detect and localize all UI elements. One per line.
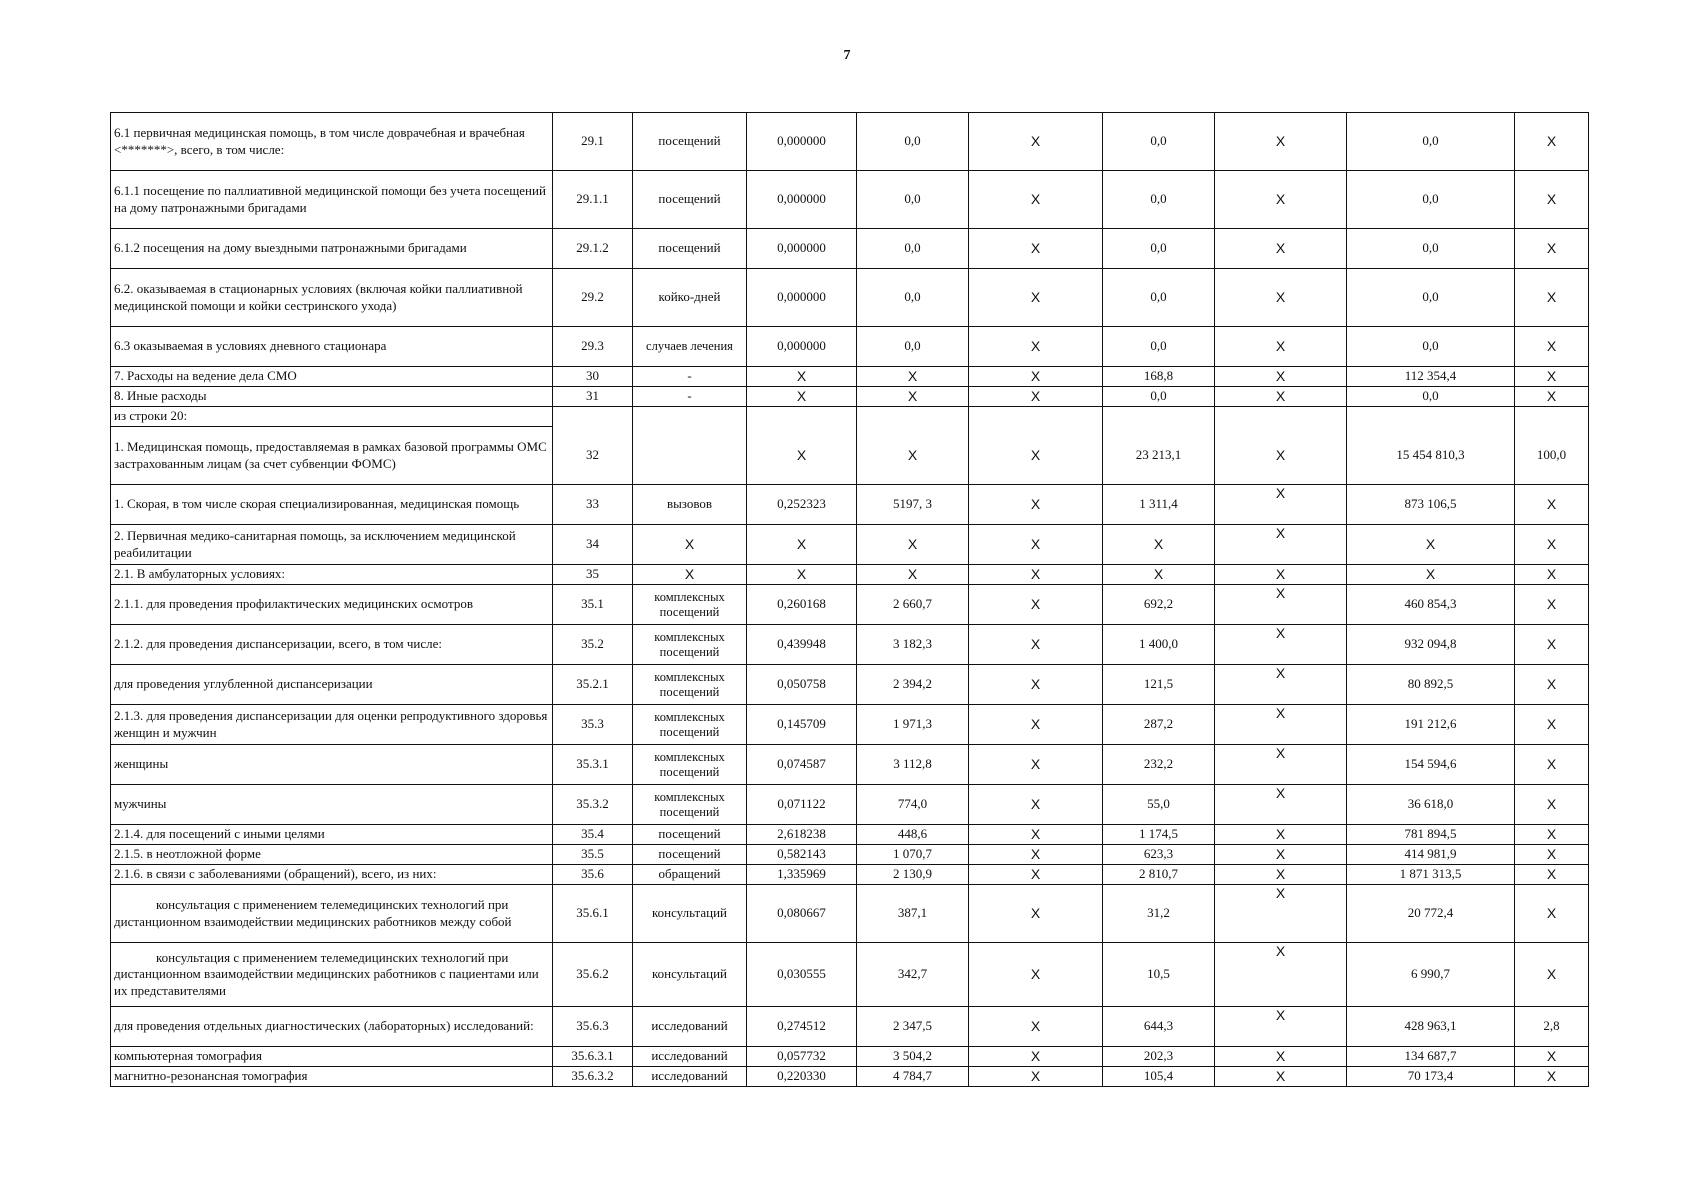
row-unit: исследований: [633, 1007, 747, 1047]
row-col5: 3 182,3: [857, 625, 969, 665]
row-col4: 0,000000: [747, 327, 857, 367]
row-col4: 0,260168: [747, 585, 857, 625]
row-col5: 4 784,7: [857, 1067, 969, 1087]
row-col7: 202,3: [1103, 1047, 1215, 1067]
row-col4: 0,080667: [747, 885, 857, 943]
row-unit: комплексных посещений: [633, 705, 747, 745]
row-col5: 342,7: [857, 943, 969, 1007]
table-row: [111, 745, 1589, 785]
row-col4: 0,050758: [747, 665, 857, 705]
row-col4: 0,057732: [747, 1047, 857, 1067]
row-col10: X: [1515, 585, 1589, 625]
row-col8: X: [1215, 427, 1347, 485]
row-col9: 112 354,4: [1347, 367, 1515, 387]
row-name: 8. Иные расходы: [111, 387, 553, 407]
row-col8: X: [1215, 625, 1347, 665]
row-name: 7. Расходы на ведение дела СМО: [111, 367, 553, 387]
row-col9: 20 772,4: [1347, 885, 1515, 943]
row-code: 32: [553, 427, 633, 485]
row-code: 35.6.3.2: [553, 1067, 633, 1087]
row-col10: X: [1515, 665, 1589, 705]
row-code: 35.6.1: [553, 885, 633, 943]
row-unit: посещений: [633, 171, 747, 229]
row-col8: X: [1215, 585, 1347, 625]
row-col5: 1 070,7: [857, 845, 969, 865]
row-col9: 0,0: [1347, 327, 1515, 367]
row-col7: 1 174,5: [1103, 825, 1215, 845]
row-col5: 0,0: [857, 327, 969, 367]
row-name: 2.1.5. в неотложной форме: [111, 845, 553, 865]
row-col7: 1 311,4: [1103, 485, 1215, 525]
row-col9: X: [1347, 525, 1515, 565]
row-name: 6.2. оказываемая в стационарных условиях (включая койки паллиативной медицинской помощи и койки сестринского ухода): [111, 269, 553, 327]
row-name: 2.1.2. для проведения диспансеризации, всего, в том числе:: [111, 625, 553, 665]
row-col6: X: [969, 1067, 1103, 1087]
row-unit: -: [633, 387, 747, 407]
row-col4: 0,274512: [747, 1007, 857, 1047]
page-number: 7: [843, 48, 851, 63]
row-col8: X: [1215, 1047, 1347, 1067]
row-name: 6.3 оказываемая в условиях дневного стационара: [111, 327, 553, 367]
row-col5: [857, 407, 969, 427]
row-code: 31: [553, 387, 633, 407]
table-row: [111, 427, 1589, 485]
row-code: 29.3: [553, 327, 633, 367]
table-row: [111, 565, 1589, 585]
row-code: 29.1.2: [553, 229, 633, 269]
row-col7: 1 400,0: [1103, 625, 1215, 665]
row-unit: комплексных посещений: [633, 585, 747, 625]
row-name: для проведения углубленной диспансеризации: [111, 665, 553, 705]
row-col4: 0,220330: [747, 1067, 857, 1087]
row-col10: [1515, 407, 1589, 427]
row-unit: посещений: [633, 113, 747, 171]
table-row: [111, 269, 1589, 327]
row-col10: X: [1515, 845, 1589, 865]
row-code: 29.2: [553, 269, 633, 327]
table-row: [111, 367, 1589, 387]
row-col4: 0,030555: [747, 943, 857, 1007]
row-col6: X: [969, 229, 1103, 269]
row-col5: 0,0: [857, 113, 969, 171]
row-col9: 1 871 313,5: [1347, 865, 1515, 885]
row-col5: X: [857, 525, 969, 565]
row-col10: X: [1515, 229, 1589, 269]
row-col6: [969, 407, 1103, 427]
row-code: 35.1: [553, 585, 633, 625]
row-col6: X: [969, 825, 1103, 845]
row-col8: X: [1215, 745, 1347, 785]
row-name: 2.1. В амбулаторных условиях:: [111, 565, 553, 585]
row-unit: комплексных посещений: [633, 625, 747, 665]
row-col8: X: [1215, 1067, 1347, 1087]
row-col4: X: [747, 525, 857, 565]
row-name: 6.1.2 посещения на дому выездными патронажными бригадами: [111, 229, 553, 269]
table-row: [111, 1007, 1589, 1047]
row-col7: 105,4: [1103, 1067, 1215, 1087]
row-col4: 0,074587: [747, 745, 857, 785]
row-col7: 232,2: [1103, 745, 1215, 785]
row-name: 1. Скорая, в том числе скорая специализированная, медицинская помощь: [111, 485, 553, 525]
row-unit: комплексных посещений: [633, 665, 747, 705]
row-col9: 0,0: [1347, 229, 1515, 269]
row-name: консультация с применением телемедицинских технологий при дистанционном взаимодействии медицинских работников между собой: [111, 885, 553, 943]
row-col5: X: [857, 367, 969, 387]
row-col8: X: [1215, 171, 1347, 229]
row-col10: X: [1515, 113, 1589, 171]
row-col7: 0,0: [1103, 387, 1215, 407]
row-name: 6.1 первичная медицинская помощь, в том числе доврачебная и врачебная <*******>, всего, в том числе:: [111, 113, 553, 171]
row-col5: 2 660,7: [857, 585, 969, 625]
row-name: консультация с применением телемедицинских технологий при дистанционном взаимодействии медицинских работников с пациентами или их представителями: [111, 943, 553, 1007]
row-code: 35.3.2: [553, 785, 633, 825]
row-col7: 55,0: [1103, 785, 1215, 825]
row-col7: 23 213,1: [1103, 427, 1215, 485]
row-col10: X: [1515, 327, 1589, 367]
row-col9: 460 854,3: [1347, 585, 1515, 625]
row-col7: 0,0: [1103, 113, 1215, 171]
row-col10: X: [1515, 625, 1589, 665]
table-row: [111, 665, 1589, 705]
row-col5: X: [857, 387, 969, 407]
row-col8: X: [1215, 113, 1347, 171]
row-col6: X: [969, 785, 1103, 825]
row-unit: -: [633, 367, 747, 387]
row-col7: 10,5: [1103, 943, 1215, 1007]
row-col8: X: [1215, 327, 1347, 367]
row-col10: X: [1515, 885, 1589, 943]
row-code: 35.2: [553, 625, 633, 665]
row-col7: 0,0: [1103, 269, 1215, 327]
row-col9: 191 212,6: [1347, 705, 1515, 745]
row-col9: 0,0: [1347, 113, 1515, 171]
row-col5: 0,0: [857, 269, 969, 327]
row-col7: 121,5: [1103, 665, 1215, 705]
row-col6: X: [969, 845, 1103, 865]
row-col7: 0,0: [1103, 171, 1215, 229]
row-unit: посещений: [633, 825, 747, 845]
table-row: [111, 113, 1589, 171]
row-name: 2.1.6. в связи с заболеваниями (обращений), всего, из них:: [111, 865, 553, 885]
row-col7: 287,2: [1103, 705, 1215, 745]
row-name: мужчины: [111, 785, 553, 825]
table-body: [111, 113, 1589, 1087]
row-col5: 1 971,3: [857, 705, 969, 745]
row-col7: 623,3: [1103, 845, 1215, 865]
row-code: 35.2.1: [553, 665, 633, 705]
row-col8: X: [1215, 367, 1347, 387]
row-name: 2.1.3. для проведения диспансеризации для оценки репродуктивного здоровья женщин и мужчин: [111, 705, 553, 745]
row-col9: 0,0: [1347, 269, 1515, 327]
table-row: [111, 485, 1589, 525]
row-code: 29.1.1: [553, 171, 633, 229]
row-col5: 5197, 3: [857, 485, 969, 525]
row-code: 29.1: [553, 113, 633, 171]
row-col5: 3 112,8: [857, 745, 969, 785]
table-row: [111, 407, 1589, 427]
row-col6: X: [969, 625, 1103, 665]
row-col8: X: [1215, 943, 1347, 1007]
row-col8: X: [1215, 665, 1347, 705]
table-row: [111, 825, 1589, 845]
row-col10: X: [1515, 485, 1589, 525]
row-col5: 2 347,5: [857, 1007, 969, 1047]
row-col10: X: [1515, 705, 1589, 745]
table-row: [111, 525, 1589, 565]
row-col4: 0,145709: [747, 705, 857, 745]
row-col4: 0,000000: [747, 229, 857, 269]
row-col4: X: [747, 565, 857, 585]
row-col8: X: [1215, 387, 1347, 407]
row-col8: X: [1215, 865, 1347, 885]
row-col6: X: [969, 113, 1103, 171]
row-col5: 387,1: [857, 885, 969, 943]
row-unit: консультаций: [633, 943, 747, 1007]
table-row: [111, 585, 1589, 625]
table-row: [111, 1067, 1589, 1087]
row-unit: исследований: [633, 1047, 747, 1067]
row-col10: X: [1515, 525, 1589, 565]
row-col4: X: [747, 387, 857, 407]
row-col9: 15 454 810,3: [1347, 427, 1515, 485]
row-name: 1. Медицинская помощь, предоставляемая в рамках базовой программы ОМС застрахованным лицам (за счет субвенции ФОМС): [111, 427, 553, 485]
row-col10: X: [1515, 785, 1589, 825]
row-col9: 36 618,0: [1347, 785, 1515, 825]
row-col8: X: [1215, 229, 1347, 269]
row-col9: X: [1347, 565, 1515, 585]
row-col4: X: [747, 367, 857, 387]
row-col10: X: [1515, 865, 1589, 885]
row-col5: X: [857, 565, 969, 585]
row-unit: койко-дней: [633, 269, 747, 327]
row-col8: X: [1215, 1007, 1347, 1047]
row-col5: 2 394,2: [857, 665, 969, 705]
row-code: 34: [553, 525, 633, 565]
row-name: магнитно-резонансная томография: [111, 1067, 553, 1087]
row-col4: X: [747, 427, 857, 485]
row-col7: 168,8: [1103, 367, 1215, 387]
row-col6: X: [969, 525, 1103, 565]
row-unit: вызовов: [633, 485, 747, 525]
row-col9: 781 894,5: [1347, 825, 1515, 845]
row-col4: 0,000000: [747, 269, 857, 327]
row-unit: исследований: [633, 1067, 747, 1087]
row-unit: комплексных посещений: [633, 785, 747, 825]
row-col6: X: [969, 367, 1103, 387]
row-col10: X: [1515, 745, 1589, 785]
row-col6: X: [969, 1007, 1103, 1047]
row-col6: X: [969, 485, 1103, 525]
row-col5: 2 130,9: [857, 865, 969, 885]
row-col6: X: [969, 269, 1103, 327]
row-code: 35.4: [553, 825, 633, 845]
row-col9: 6 990,7: [1347, 943, 1515, 1007]
row-name: 2.1.4. для посещений с иными целями: [111, 825, 553, 845]
row-col6: X: [969, 1047, 1103, 1067]
row-code: 35.3: [553, 705, 633, 745]
row-col6: X: [969, 171, 1103, 229]
row-col4: 0,000000: [747, 113, 857, 171]
row-col10: X: [1515, 1047, 1589, 1067]
row-col8: X: [1215, 525, 1347, 565]
table-row: [111, 171, 1589, 229]
row-code: 35.6.3.1: [553, 1047, 633, 1067]
row-col9: 414 981,9: [1347, 845, 1515, 865]
row-col5: 448,6: [857, 825, 969, 845]
row-col7: 0,0: [1103, 327, 1215, 367]
row-col5: X: [857, 427, 969, 485]
row-col4: 0,252323: [747, 485, 857, 525]
row-col10: 100,0: [1515, 427, 1589, 485]
row-code: 33: [553, 485, 633, 525]
row-col8: X: [1215, 705, 1347, 745]
row-name: женщины: [111, 745, 553, 785]
row-col9: 70 173,4: [1347, 1067, 1515, 1087]
row-unit: посещений: [633, 229, 747, 269]
row-col9: 428 963,1: [1347, 1007, 1515, 1047]
row-col4: [747, 407, 857, 427]
row-col8: X: [1215, 885, 1347, 943]
row-col4: 2,618238: [747, 825, 857, 845]
row-name: для проведения отдельных диагностических (лабораторных) исследований:: [111, 1007, 553, 1047]
row-col6: X: [969, 705, 1103, 745]
row-code: 35.6.3: [553, 1007, 633, 1047]
row-col10: X: [1515, 1067, 1589, 1087]
table-row: [111, 943, 1589, 1007]
row-col9: 134 687,7: [1347, 1047, 1515, 1067]
row-col10: X: [1515, 269, 1589, 327]
row-col8: [1215, 407, 1347, 427]
row-col9: 0,0: [1347, 387, 1515, 407]
row-col10: 2,8: [1515, 1007, 1589, 1047]
row-col4: 0,071122: [747, 785, 857, 825]
row-col6: X: [969, 665, 1103, 705]
row-col5: 0,0: [857, 229, 969, 269]
row-col9: 154 594,6: [1347, 745, 1515, 785]
table-row: [111, 885, 1589, 943]
row-col10: X: [1515, 171, 1589, 229]
row-col10: X: [1515, 565, 1589, 585]
row-col4: 1,335969: [747, 865, 857, 885]
row-code: 35.3.1: [553, 745, 633, 785]
row-col9: 873 106,5: [1347, 485, 1515, 525]
row-col10: X: [1515, 825, 1589, 845]
row-name: 2. Первичная медико-санитарная помощь, за исключением медицинской реабилитации: [111, 525, 553, 565]
row-code: 35.6.2: [553, 943, 633, 1007]
row-col7: X: [1103, 565, 1215, 585]
row-name: компьютерная томография: [111, 1047, 553, 1067]
data-table: [110, 112, 1589, 1087]
row-name: 2.1.1. для проведения профилактических медицинских осмотров: [111, 585, 553, 625]
row-unit: X: [633, 525, 747, 565]
row-col7: 692,2: [1103, 585, 1215, 625]
table-row: [111, 625, 1589, 665]
row-col8: X: [1215, 785, 1347, 825]
row-col6: X: [969, 585, 1103, 625]
row-name: из строки 20:: [111, 407, 553, 427]
table-row: [111, 705, 1589, 745]
row-col6: X: [969, 943, 1103, 1007]
table-row: [111, 1047, 1589, 1067]
row-unit: консультаций: [633, 885, 747, 943]
row-col7: 31,2: [1103, 885, 1215, 943]
row-col10: X: [1515, 943, 1589, 1007]
row-col6: X: [969, 387, 1103, 407]
row-col4: 0,439948: [747, 625, 857, 665]
row-code: 35: [553, 565, 633, 585]
row-col6: X: [969, 865, 1103, 885]
row-col9: 0,0: [1347, 171, 1515, 229]
table-row: [111, 387, 1589, 407]
row-col7: 2 810,7: [1103, 865, 1215, 885]
row-code: [553, 407, 633, 427]
row-col7: 644,3: [1103, 1007, 1215, 1047]
row-unit: X: [633, 565, 747, 585]
row-col5: 3 504,2: [857, 1047, 969, 1067]
row-col4: 0,582143: [747, 845, 857, 865]
table-row: [111, 229, 1589, 269]
row-col5: 774,0: [857, 785, 969, 825]
row-code: 30: [553, 367, 633, 387]
row-unit: комплексных посещений: [633, 745, 747, 785]
row-code: 35.5: [553, 845, 633, 865]
row-col10: X: [1515, 367, 1589, 387]
row-col6: X: [969, 745, 1103, 785]
row-unit: посещений: [633, 845, 747, 865]
row-code: 35.6: [553, 865, 633, 885]
table-row: [111, 845, 1589, 865]
row-col6: X: [969, 565, 1103, 585]
row-unit: обращений: [633, 865, 747, 885]
row-unit: случаев лечения: [633, 327, 747, 367]
row-col10: X: [1515, 387, 1589, 407]
row-col6: X: [969, 327, 1103, 367]
row-col6: X: [969, 427, 1103, 485]
row-col8: X: [1215, 565, 1347, 585]
row-col5: 0,0: [857, 171, 969, 229]
row-col9: 80 892,5: [1347, 665, 1515, 705]
row-col7: 0,0: [1103, 229, 1215, 269]
row-col8: X: [1215, 485, 1347, 525]
row-col7: [1103, 407, 1215, 427]
table-row: [111, 327, 1589, 367]
row-col4: 0,000000: [747, 171, 857, 229]
table-row: [111, 865, 1589, 885]
row-name: 6.1.1 посещение по паллиативной медицинской помощи без учета посещений на дому патронажными бригадами: [111, 171, 553, 229]
row-col9: [1347, 407, 1515, 427]
table-row: [111, 785, 1589, 825]
row-col8: X: [1215, 845, 1347, 865]
row-col6: X: [969, 885, 1103, 943]
row-unit: [633, 407, 747, 427]
row-col8: X: [1215, 825, 1347, 845]
row-col8: X: [1215, 269, 1347, 327]
row-col9: 932 094,8: [1347, 625, 1515, 665]
row-unit: [633, 427, 747, 485]
row-col7: X: [1103, 525, 1215, 565]
